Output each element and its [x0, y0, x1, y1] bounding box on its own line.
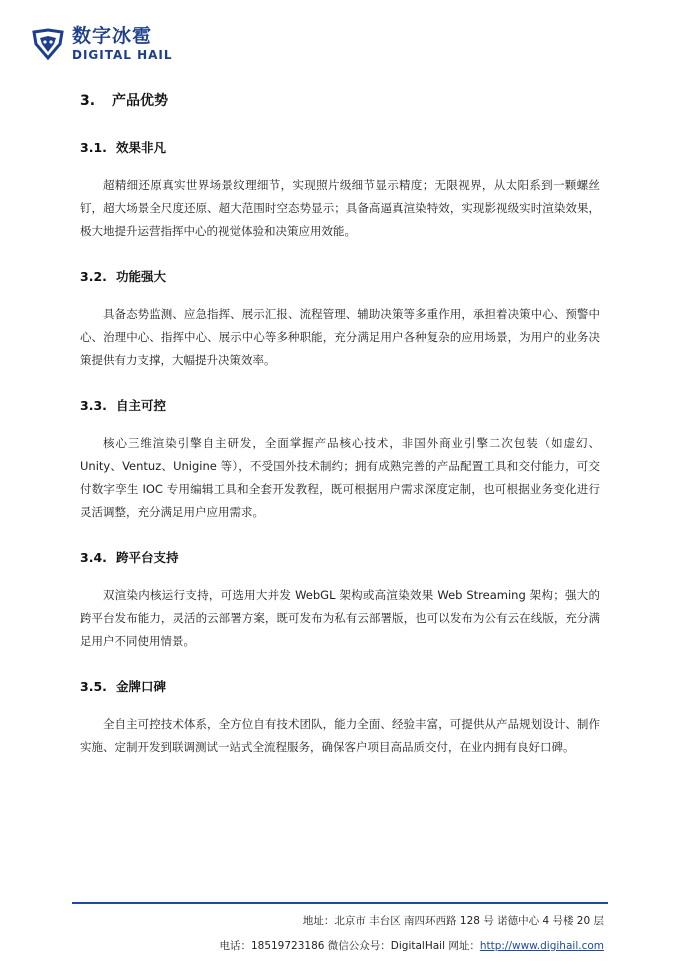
- subsection-title: 效果非凡: [116, 140, 167, 155]
- heading-number: 3.: [80, 93, 96, 109]
- subsection-paragraph: 具备态势监测、应急指挥、展示汇报、流程管理、辅助决策等多重作用，承担着决策中心、预警中心、治理中心、指挥中心、展示中心等多种职能，充分满足用户各种复杂的应用场景，为用户的业务决策提供有力支撑，大幅提升决策效率。: [80, 307, 600, 367]
- subsection-title: 功能强大: [116, 269, 167, 284]
- subsection-paragraph: 核心三维渲染引擎自主研发，全面掌握产品核心技术，非国外商业引擎二次包装（如虚幻、Unity、Ventuz、Unigine 等），不受国外技术制约；拥有成熟完善的产品配置工具和交付能力，可交付数字孪生 IOC 专用编辑工具和全套开发教程，既可根据用户需求深度定制，也可根据业务变化进行灵活调整，充分满足用户应用需求。: [80, 436, 600, 519]
- subsection-number: 3.1.: [80, 140, 107, 155]
- footer-contact-text: 电话：18519723186 微信公众号：DigitalHail 网址：: [219, 940, 480, 952]
- subsection-paragraph: 超精细还原真实世界场景纹理细节，实现照片级细节显示精度；无限视界，从太阳系到一颗螺丝钉，超大场景全尺度还原、超大范围时空态势显示；具备高逼真渲染特效，实现影视级实时渲染效果，极大地提升运营指挥中心的视觉体验和决策应用效能。: [80, 178, 600, 238]
- brand-name-en: DIGITAL HAIL: [72, 48, 173, 62]
- section-3-5: [80, 677, 600, 759]
- hail-logo-icon: [30, 26, 66, 62]
- brand-name-cn: 数字冰雹: [72, 25, 153, 47]
- subsection-paragraph: 全自主可控技术体系，全方位自有技术团队，能力全面、经验丰富，可提供从产品规划设计、制作实施、定制开发到联调测试一站式全流程服务，确保客户项目高品质交付，在业内拥有良好口碑。: [80, 717, 600, 754]
- subsection-heading: [80, 396, 600, 414]
- section-3-4: [80, 548, 600, 653]
- subsection-title: 自主可控: [116, 398, 167, 413]
- footer-address: 地址：北京市 丰台区 南四环西路 128 号 诺德中心 4 号楼 20 层: [302, 915, 604, 927]
- subsection-heading: [80, 138, 600, 156]
- subsection-paragraph: 双渲染内核运行支持，可选用大并发 WebGL 架构或高渲染效果 Web Streaming 架构；强大的跨平台发布能力，灵活的云部署方案，既可发布为私有云部署版，也可以发布为公有云在线版，充分满足用户不同使用情景。: [80, 588, 600, 648]
- subsection-number: 3.5.: [80, 679, 107, 694]
- subsection-number: 3.4.: [80, 550, 107, 565]
- section-3-2: [80, 267, 600, 372]
- subsection-title: 金牌口碑: [116, 679, 167, 694]
- footer-divider: [72, 902, 608, 904]
- brand-logo: [30, 26, 173, 62]
- heading-title: 产品优势: [112, 93, 168, 109]
- document-body: [80, 90, 600, 783]
- footer-website-link[interactable]: http://www.digihail.com: [479, 940, 604, 952]
- subsection-number: 3.3.: [80, 398, 107, 413]
- section-3-3: [80, 396, 600, 524]
- subsection-number: 3.2.: [80, 269, 107, 284]
- footer-contact: [190, 938, 604, 953]
- section-3-1: [80, 138, 600, 243]
- subsection-title: 跨平台支持: [116, 550, 179, 565]
- subsection-heading: [80, 548, 600, 566]
- subsection-heading: [80, 267, 600, 285]
- section-heading: [80, 90, 600, 110]
- subsection-heading: [80, 677, 600, 695]
